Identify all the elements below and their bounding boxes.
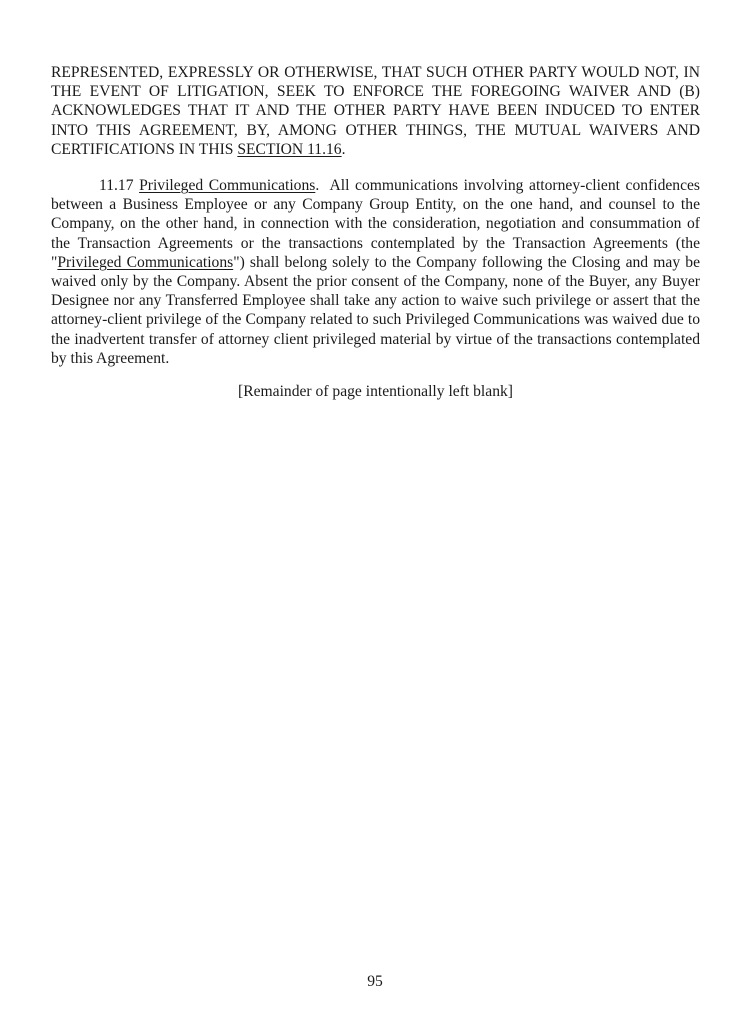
defined-term: Privileged Communications <box>57 253 234 271</box>
continuation-text: REPRESENTED, EXPRESSLY OR OTHERWISE, THAT SUCH OTHER PARTY WOULD NOT, IN THE EVENT OF LITIGATION, SEEK TO ENFORCE THE FOREGOING WAIVER AND (B) ACKNOWLEDGES THAT IT AND THE OTHER PARTY HAVE BEEN INDUCED TO ENTER INTO THIS AGREEMENT, BY, AMONG OTHER THINGS, THE MUTUAL WAIVERS AND CERTIFICATIONS IN THIS <box>51 64 700 158</box>
remainder-note: [Remainder of page intentionally left blank] <box>238 383 513 401</box>
section-text-part1: All communications involving attorney-client confidences between a Business Employee or any Company Group Entity, on the one hand, and counsel to the Company, on the other hand, in connection with the consideration, negotiation and consummation of the Transaction Agreements or the transactions contemplated by the Transaction Agreements (the " <box>51 177 700 271</box>
page-number: 95 <box>367 973 383 990</box>
section-text-part2: ") shall belong solely to the Company following the Closing and may be waived only by the Company. Absent the prior consent of the Company, none of the Buyer, any Buyer Designee nor any Transferred Employee shall take any action to waive such privilege or assert that the attorney-client privilege of the Company related to such Privileged Communications was waived due to the inadvertent transfer of attorney client privileged material by virtue of the transactions contemplated by this Agreement. <box>51 253 700 367</box>
document-page <box>51 63 700 417</box>
continuation-paragraph <box>51 63 700 159</box>
section-reference: SECTION 11.16 <box>237 140 342 158</box>
heading-punctuation: . <box>315 177 320 195</box>
section-heading: Privileged Communications <box>139 177 316 195</box>
section-11-17-paragraph <box>51 176 700 368</box>
section-number: 11.17 <box>99 177 134 195</box>
end-punctuation: . <box>341 140 346 158</box>
